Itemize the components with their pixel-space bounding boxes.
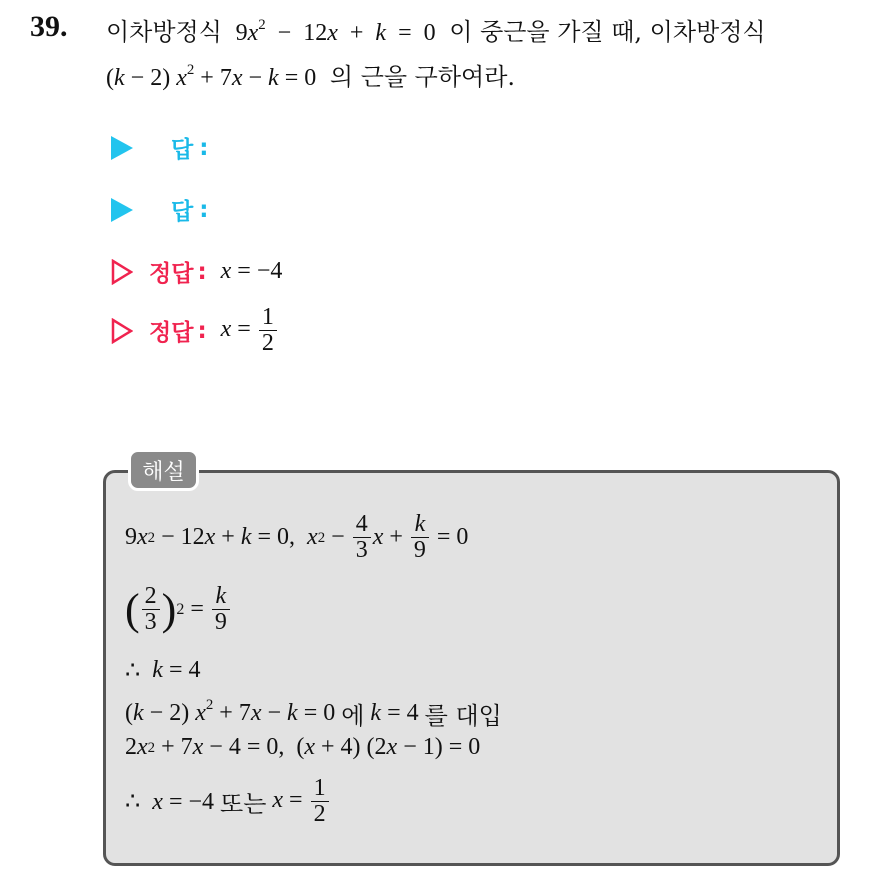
correct-label: 정답 (149, 320, 194, 347)
answer-colon: : (199, 196, 209, 223)
solution-line-1: 9 x 2 − 12 x + k = 0, x 2 − $\frac{4}{3}$ x + $\frac{k}{9}$ = 0 (125, 511, 469, 564)
solution-line-3: ∴ k = 4 (125, 657, 201, 684)
equation-1: $9x^2 - 12x + k = 0$ (229, 16, 442, 46)
problem-text-3: 의 근을 구하여라. (329, 63, 516, 91)
answer-colon: : (199, 134, 209, 161)
answer-label: 답 (171, 199, 194, 225)
problem-line-1 (106, 12, 766, 47)
problem-text-2: 이 중근을 가질 때, 이차방정식 (449, 18, 766, 46)
equation-2: (k − 2) $x^2 + 7x - k = 0$ (106, 61, 323, 91)
correct-colon: : (197, 317, 207, 344)
solid-triangle-icon (111, 198, 133, 222)
solid-triangle-icon (111, 136, 133, 160)
solution-tab: 해설 (128, 449, 199, 491)
substitute-text-2: 를 대입 (424, 702, 502, 730)
correct-label: 정답 (149, 261, 194, 287)
solution-line-2: ( $\frac{2}{3}$ ) 2 = $\frac{k}{9}$ (125, 584, 232, 635)
correct-value-2: x = $\frac{1}{2}$ (221, 305, 279, 356)
answer-line-1 (111, 131, 208, 164)
answer-label: 답 (171, 137, 194, 163)
outline-triangle-icon (111, 318, 133, 344)
correct-answer-2 (111, 305, 279, 356)
substitute-text-1: 에 (341, 702, 365, 730)
problem-number: 39. (30, 10, 68, 43)
solution-line-4: (k − 2) $x^2 + 7x - k = 0$ 에 k = 4 를 대입 (125, 696, 502, 730)
answer-line-2 (111, 193, 208, 226)
or-text: 또는 (220, 790, 267, 819)
solution-line-6: ∴ x = −4 또는 x = $\frac{1}{2}$ (125, 776, 331, 827)
outline-triangle-icon (111, 259, 133, 285)
solution-line-5: 2 x 2 + 7 x − 4 = 0, ( x + 4) (2 x − 1) = 0 (125, 734, 481, 760)
problem-line-2 (106, 57, 515, 92)
correct-value-1: x = −4 (220, 258, 283, 284)
correct-answer-1 (111, 255, 282, 288)
correct-colon: : (197, 258, 207, 285)
problem-text-1: 이차방정식 (106, 18, 222, 46)
